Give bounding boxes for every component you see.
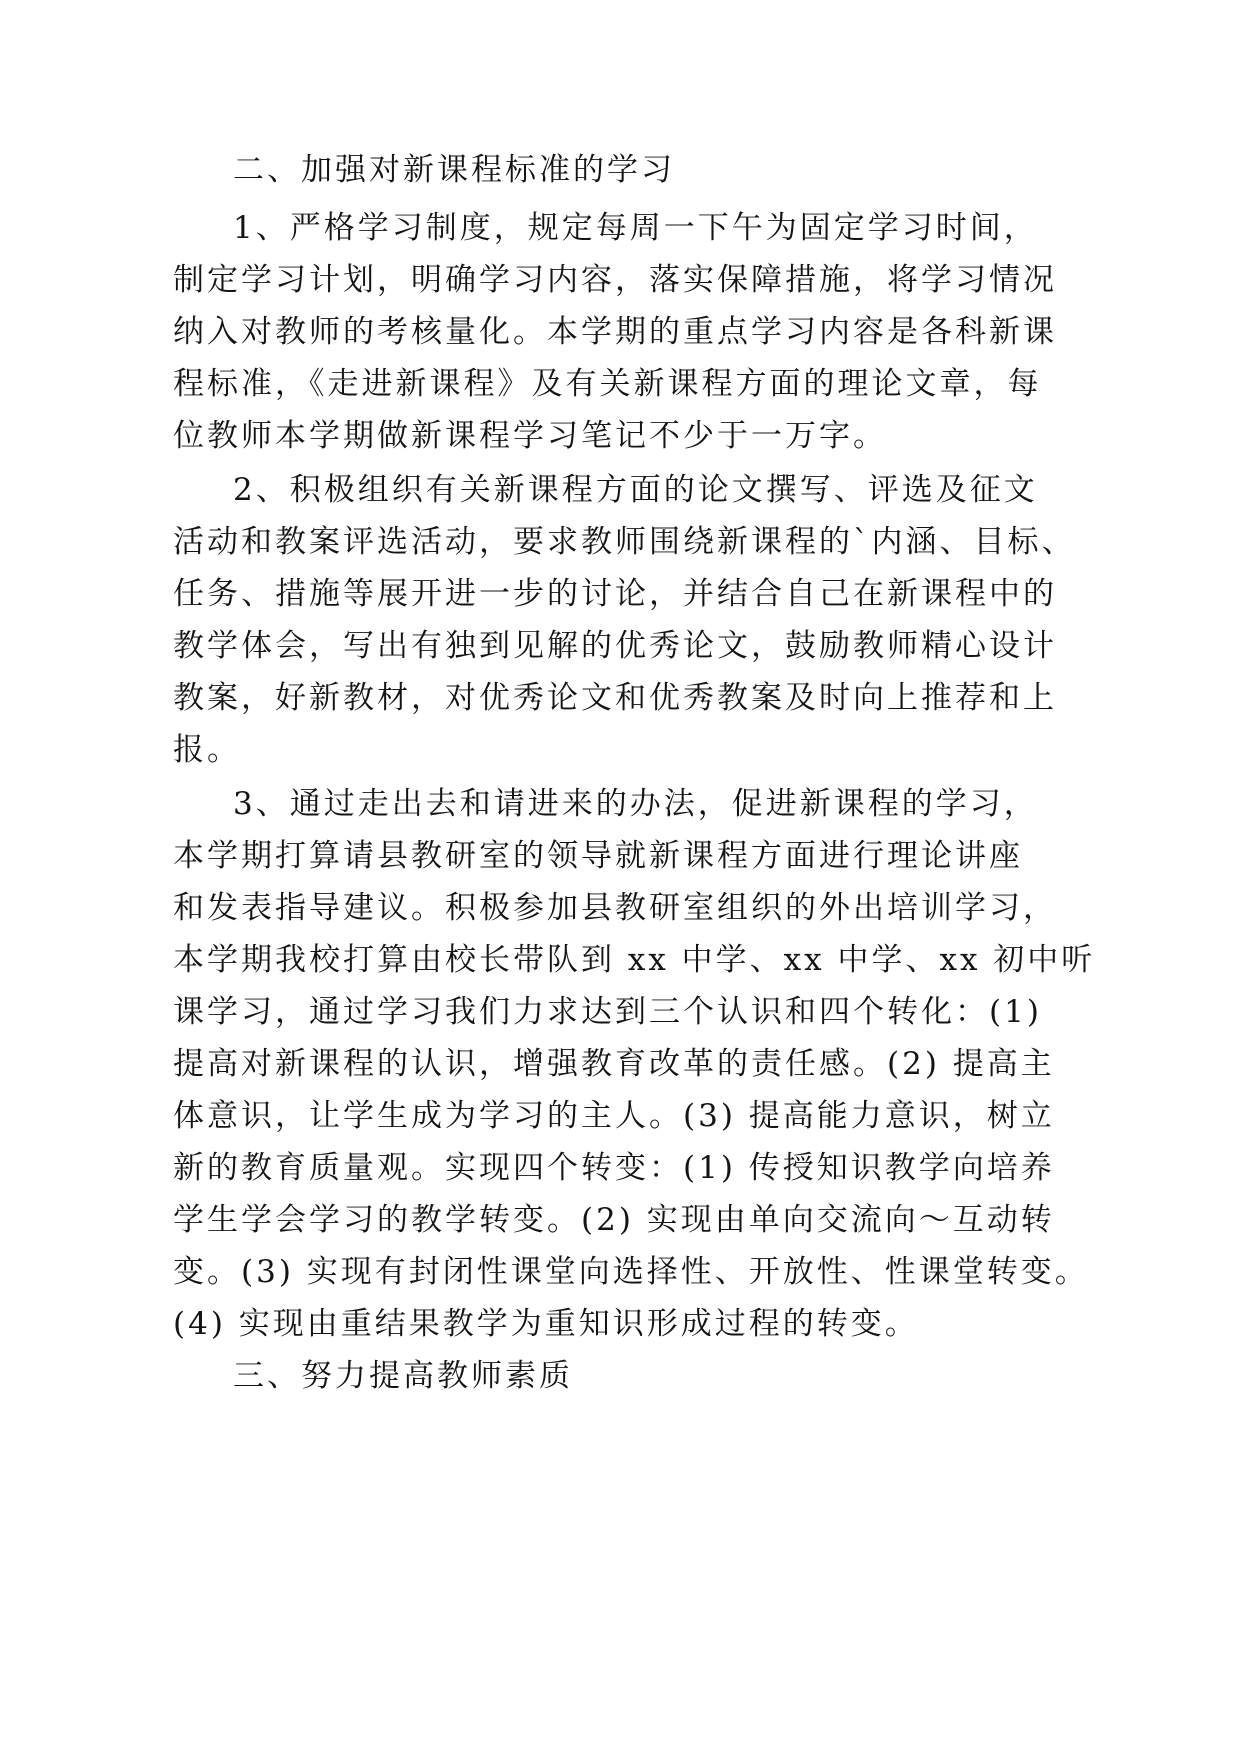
paragraph-3-line-9: 学生学会学习的教学转变。(2) 实现由单向交流向～互动转 (173, 1202, 1055, 1238)
section-heading-2: 二、加强对新课程标准的学习 (233, 152, 675, 188)
paragraph-2-line-6: 报。 (173, 732, 241, 768)
paragraph-3-line-2: 本学期打算请县教研室的领导就新课程方面进行理论讲座 (173, 838, 1023, 874)
paragraph-3-line-3: 和发表指导建议。积极参加县教研室组织的外出培训学习， (173, 890, 1057, 926)
paragraph-3-line-8: 新的教育质量观。实现四个转变：(1) 传授知识教学向培养 (173, 1150, 1055, 1186)
section-heading-3: 三、努力提高教师素质 (233, 1358, 573, 1394)
paragraph-3-line-6: 提高对新课程的认识，增强教育改革的责任感。(2) 提高主 (173, 1046, 1055, 1082)
paragraph-2-line-1: 2、积极组织有关新课程方面的论文撰写、评选及征文 (233, 472, 1038, 508)
paragraph-3-line-11: (4) 实现由重结果教学为重知识形成过程的转变。 (173, 1306, 919, 1342)
paragraph-1-line-5: 位教师本学期做新课程学习笔记不少于一万字。 (173, 418, 887, 454)
paragraph-1-line-3: 纳入对教师的考核量化。本学期的重点学习内容是各科新课 (173, 314, 1057, 350)
paragraph-1-line-1: 1、严格学习制度，规定每周一下午为固定学习时间， (233, 210, 1038, 246)
paragraph-1-line-2: 制定学习计划，明确学习内容，落实保障措施，将学习情况 (173, 262, 1057, 298)
paragraph-3-line-5: 课学习，通过学习我们力求达到三个认识和四个转化：(1) (173, 994, 1042, 1030)
paragraph-2-line-3: 任务、措施等展开进一步的讨论，并结合自己在新课程中的 (173, 576, 1057, 612)
paragraph-2-line-5: 教案，好新教材，对优秀论文和优秀教案及时向上推荐和上 (173, 680, 1057, 716)
paragraph-2-line-2: 活动和教案评选活动，要求教师围绕新课程的`内涵、目标、 (173, 524, 1076, 560)
paragraph-1-line-4: 程标准，《走进新课程》及有关新课程方面的理论文章，每 (173, 366, 1042, 402)
paragraph-3-line-7: 体意识，让学生成为学习的主人。(3) 提高能力意识，树立 (173, 1098, 1055, 1134)
paragraph-3-line-4: 本学期我校打算由校长带队到 xx 中学、xx 中学、xx 初中听 (173, 942, 1096, 978)
paragraph-3-line-10: 变。(3) 实现有封闭性课堂向选择性、开放性、性课堂转变。 (173, 1254, 1089, 1290)
paragraph-3-line-1: 3、通过走出去和请进来的办法，促进新课程的学习， (233, 786, 1038, 822)
paragraph-2-line-4: 教学体会，写出有独到见解的优秀论文，鼓励教师精心设计 (173, 628, 1057, 664)
